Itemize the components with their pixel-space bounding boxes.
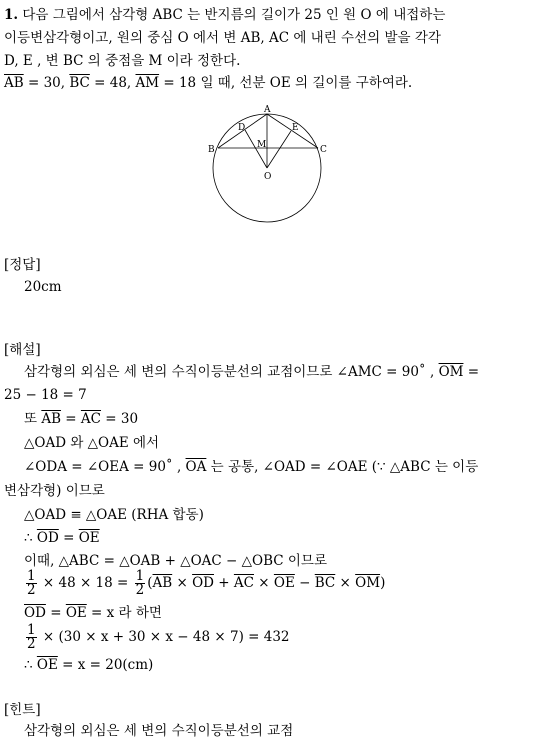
label-b: B [208, 145, 215, 155]
solution-line-1 [24, 363, 479, 381]
ab-value: = 30, [23, 75, 70, 91]
segment-oa: $\overline{OA}$ [185, 459, 207, 475]
segment-om-2: $\overline{OM}$ [355, 575, 381, 591]
segment-am: $\overline{AM}$ [135, 75, 160, 91]
solution-line-11 [24, 604, 162, 622]
segment-oe-4: $\overline{OE}$ [36, 657, 58, 673]
problem-text-1: 다음 그림에서 삼각형 ABC 는 반지름의 길이가 25 인 원 O 에 내접하는 [22, 7, 446, 23]
segment-bc-2: $\overline{BC}$ [314, 575, 336, 591]
times: × [254, 575, 274, 591]
solution-13-post: = x = 20(cm) [57, 657, 154, 673]
solution-line-12 [24, 622, 290, 652]
solution-line-9: 이때, △ABC = △OAB + △OAC − △OBC 이므로 [24, 553, 327, 569]
solution-line-3 [24, 410, 138, 428]
problem-line-2: 이등변삼각형이고, 원의 중심 O 에서 변 AB, AC 에 내린 수선의 발을 각각 [4, 30, 441, 46]
answer-heading: [정답] [4, 257, 41, 273]
frac-num: 1 [27, 568, 36, 584]
label-m: M [257, 140, 267, 150]
segment-ac-2: $\overline{AC}$ [233, 575, 254, 591]
problem-number: 1. [4, 7, 19, 23]
problem-line-4 [4, 74, 412, 92]
problem-line-3: D, E , 변 BC 의 중점을 M 이라 정한다. [4, 53, 241, 69]
solution-line-8 [24, 529, 100, 547]
therefore-1: ∴ [24, 530, 37, 546]
fraction-half-2 [135, 570, 146, 597]
solution-5-pre: ∠ODA = ∠OEA = 90˚ , [24, 459, 186, 475]
solution-line-10 [24, 568, 385, 598]
segment-od-2: $\overline{OD}$ [192, 575, 214, 591]
hint-text: 삼각형의 외심은 세 변의 수직이등분선의 교점 [24, 723, 294, 739]
solution-line-7: △OAD ≡ △OAE (RHA 합동) [24, 507, 204, 523]
solution-11-eq: = [45, 605, 66, 621]
fraction-half-1 [26, 570, 37, 597]
segment-ab-3: $\overline{AB}$ [152, 575, 173, 591]
solution-11-post: = x 라 하면 [86, 605, 162, 621]
paren-open: ( [147, 575, 153, 591]
plus: + [214, 575, 234, 591]
problem-line-1 [4, 6, 445, 24]
solution-line-4: △OAD 와 △OAE 에서 [24, 435, 160, 451]
label-e: E [292, 123, 299, 133]
minus: − [294, 575, 315, 591]
solution-3-val: = 30 [101, 411, 139, 427]
label-c: C [320, 145, 327, 155]
segment-bc: $\overline{BC}$ [69, 75, 90, 91]
frac-den: 2 [135, 582, 145, 598]
segment-e-o [267, 131, 291, 168]
solution-1-eq: = [463, 364, 480, 380]
segment-om: $\overline{OM}$ [438, 364, 464, 380]
hint-heading: [힌트] [4, 702, 41, 718]
solution-5-post: 는 공통, ∠OAD = ∠OAE (∵ △ABC 는 이등 [206, 459, 479, 475]
bc-value: = 48, [89, 75, 136, 91]
am-value-question: = 18 일 때, 선분 OE 의 길이를 구하여라. [159, 75, 413, 91]
times: × [335, 575, 356, 591]
paren-close: ) [380, 575, 386, 591]
segment-ab: $\overline{AB}$ [4, 75, 24, 91]
solution-3-pre: 또 [24, 411, 42, 427]
solution-line-6: 변삼각형) 이므로 [4, 483, 105, 499]
solution-10-left: × 48 × 18 = [38, 575, 133, 591]
answer-value: 20cm [24, 279, 62, 295]
solution-heading: [해설] [4, 342, 41, 358]
solution-line-5 [24, 458, 478, 476]
solution-8-eq: = [58, 530, 79, 546]
segment-oe: $\overline{OE}$ [78, 530, 100, 546]
segment-od: $\overline{OD}$ [36, 530, 59, 546]
frac-den: 2 [27, 636, 36, 652]
solution-line-2: 25 − 18 = 7 [4, 387, 87, 403]
fraction-half-3 [26, 624, 37, 651]
geometry-figure [200, 102, 335, 232]
frac-num: 1 [27, 622, 36, 638]
solution-line-13 [24, 656, 153, 674]
segment-ac: $\overline{AC}$ [80, 411, 102, 427]
frac-den: 2 [27, 582, 36, 598]
segment-od-3: $\overline{OD}$ [24, 605, 46, 621]
solution-1-text: 삼각형의 외심은 세 변의 수직이등분선의 교점이므로 ∠AMC = 90˚ , [24, 364, 439, 380]
segment-oe-2: $\overline{OE}$ [273, 575, 295, 591]
label-o: O [264, 172, 272, 182]
label-d: D [238, 123, 246, 133]
label-a: A [264, 105, 271, 115]
therefore-2: ∴ [24, 657, 37, 673]
solution-3-eq: = [61, 411, 81, 427]
solution-12-expr: × (30 × x + 30 × x − 48 × 7) = 432 [38, 629, 290, 645]
segment-oe-3: $\overline{OE}$ [65, 605, 87, 621]
segment-ab-2: $\overline{AB}$ [41, 411, 62, 427]
frac-num: 1 [135, 568, 145, 584]
times: × [172, 575, 193, 591]
